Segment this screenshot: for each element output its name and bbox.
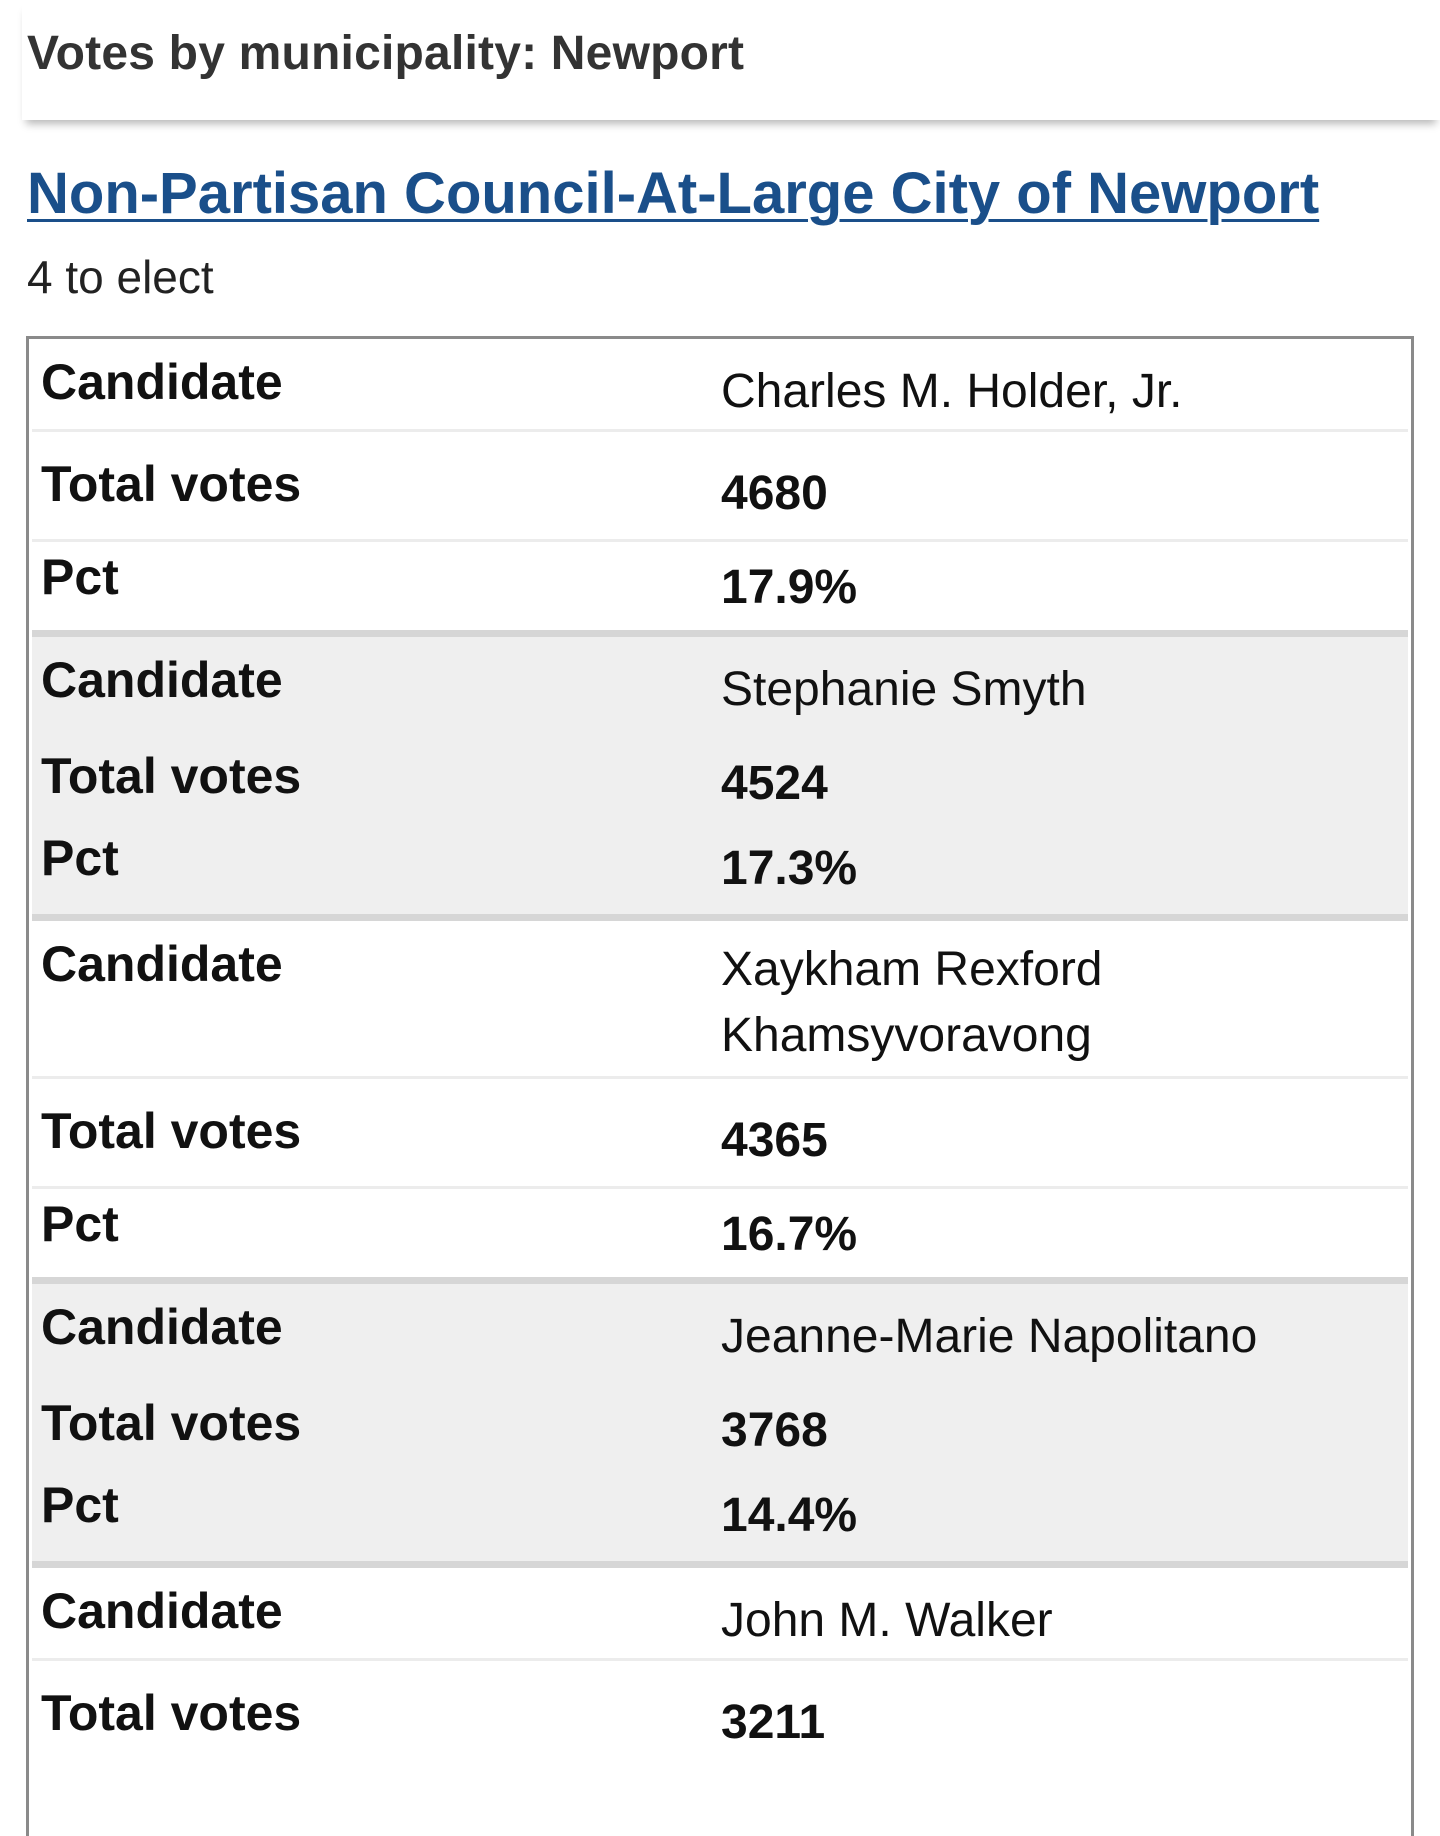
pct-row	[32, 1470, 1408, 1561]
candidate-label: Candidate	[41, 1299, 283, 1355]
pct-row	[32, 1189, 1408, 1277]
pct-value: 16.7%	[721, 1208, 858, 1261]
pct-label: Pct	[41, 830, 119, 886]
candidate-name-line-2: Khamsyvoravong	[721, 1009, 1092, 1062]
total-votes-label: Total votes	[41, 456, 302, 512]
page-title: Votes by municipality: Newport	[27, 27, 745, 80]
pct-row	[32, 823, 1408, 914]
total-votes-label: Total votes	[41, 1103, 302, 1159]
candidate-row	[32, 921, 1408, 1079]
total-votes-row	[32, 1377, 1408, 1470]
candidate-label: Candidate	[41, 1583, 283, 1639]
total-votes-value: 4680	[721, 467, 828, 520]
candidate-name: Jeanne-Marie Napolitano	[721, 1310, 1258, 1363]
candidate-name-line-1: Xaykham Rexford	[721, 943, 1103, 996]
candidate-name: Stephanie Smyth	[721, 663, 1087, 716]
candidate-name: John M. Walker	[721, 1594, 1053, 1647]
total-votes-row	[32, 730, 1408, 823]
race-title-link[interactable]: Non-Partisan Council-At-Large City of Newport	[27, 161, 1320, 226]
total-votes-value: 3211	[721, 1696, 826, 1749]
pct-label: Pct	[41, 1196, 119, 1252]
total-votes-row	[32, 1661, 1408, 1768]
candidate-label: Candidate	[41, 652, 283, 708]
results-table	[26, 336, 1414, 1836]
candidate-row	[32, 339, 1408, 432]
candidate-label: Candidate	[41, 936, 283, 992]
pct-label: Pct	[41, 549, 119, 605]
candidate-group	[32, 339, 1408, 637]
pct-value: 17.3%	[721, 842, 858, 895]
candidate-row	[32, 637, 1408, 730]
candidate-group	[32, 921, 1408, 1284]
pct-value: 14.4%	[721, 1489, 858, 1542]
candidate-name	[721, 921, 1408, 1076]
pct-value: 17.9%	[721, 561, 858, 614]
total-votes-label: Total votes	[41, 1685, 302, 1741]
candidate-row	[32, 1284, 1408, 1377]
total-votes-value: 4524	[721, 757, 828, 810]
page-header	[22, 0, 1440, 120]
candidate-group	[32, 1568, 1408, 1768]
candidate-group	[32, 637, 1408, 921]
total-votes-row	[32, 432, 1408, 542]
candidate-group	[32, 1284, 1408, 1568]
candidate-label: Candidate	[41, 354, 283, 410]
total-votes-row	[32, 1079, 1408, 1189]
total-votes-value: 3768	[721, 1404, 828, 1457]
seats-to-elect: 4 to elect	[27, 251, 214, 303]
total-votes-label: Total votes	[41, 748, 302, 804]
total-votes-label: Total votes	[41, 1395, 302, 1451]
total-votes-value: 4365	[721, 1114, 828, 1167]
pct-label: Pct	[41, 1477, 119, 1533]
candidate-name: Charles M. Holder, Jr.	[721, 365, 1183, 418]
candidate-row	[32, 1568, 1408, 1661]
pct-row	[32, 542, 1408, 630]
